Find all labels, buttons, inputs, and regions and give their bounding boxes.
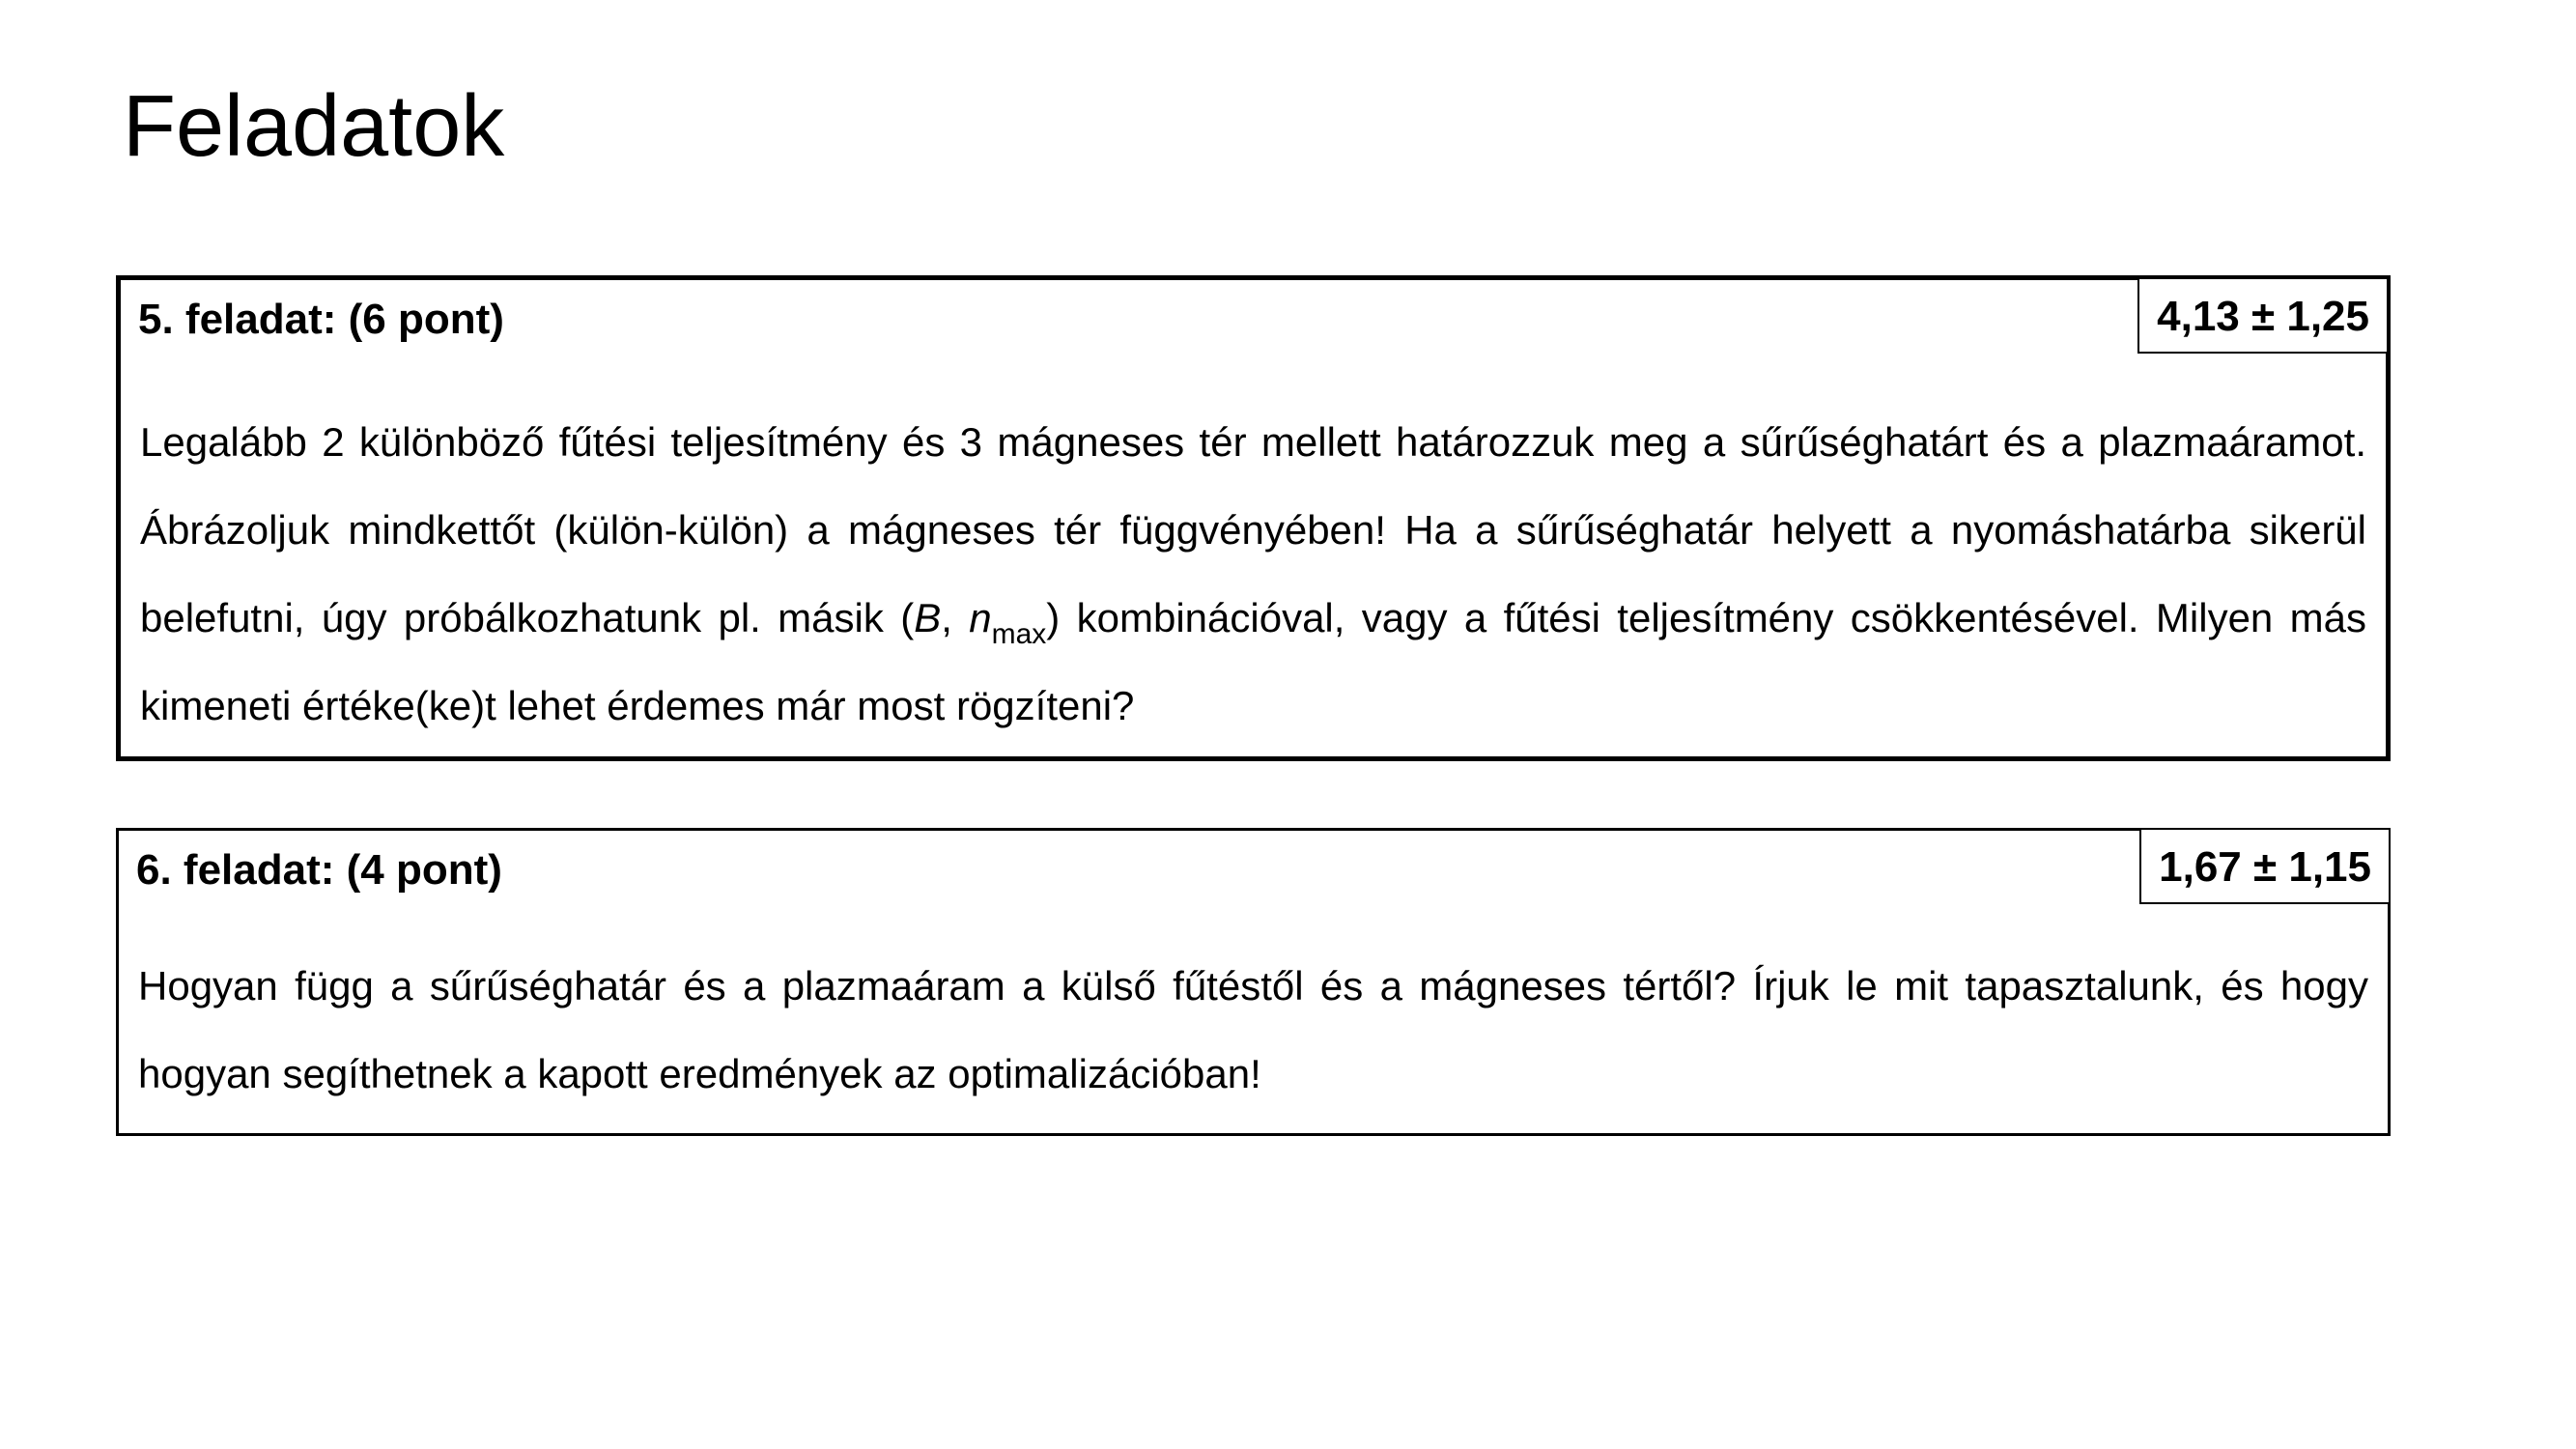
task-6-header: 6. feladat: (4 pont): [136, 846, 502, 894]
variable-b: B: [914, 595, 942, 640]
task-5-box: [116, 275, 2391, 761]
task-6-text: Hogyan függ a sűrűséghatár és a plazmaáram a külső fűtéstől és a mágneses tértől? Írjuk le mit tapasztalunk, és hogy hogyan segíthetnek a kapott eredmények az optimalizációban!: [138, 963, 2368, 1096]
task-6-box: [116, 828, 2391, 1136]
task-5-text-part2: ) kombinációval, vagy a fűtési teljesítmény csökkentésével. Milyen más kimeneti értéke(ke)t lehet érdemes már most rögzíteni?: [140, 595, 2366, 728]
task-6-score: 1,67 ± 1,15: [2139, 830, 2389, 904]
page-title: Feladatok: [123, 78, 505, 175]
variable-n-subscript: max: [991, 618, 1047, 650]
variable-n: n: [969, 595, 992, 640]
task-5-header: 5. feladat: (6 pont): [138, 296, 504, 343]
variable-separator: ,: [941, 595, 970, 640]
task-5-text-part1: Legalább 2 különböző fűtési teljesítmény és 3 mágneses tér mellett határozzuk meg a sűrűséghatárt és a plazmaáramot. Ábrázoljuk mindkettőt (külön-külön) a mágneses tér függvényében! Ha a sűrűséghatár helyett a nyomáshatárba sikerül belefutni, úgy próbálkozhatunk pl. másik (: [140, 419, 2366, 640]
task-5-text: [140, 398, 2366, 750]
task-5-score: 4,13 ± 1,25: [2137, 279, 2387, 354]
